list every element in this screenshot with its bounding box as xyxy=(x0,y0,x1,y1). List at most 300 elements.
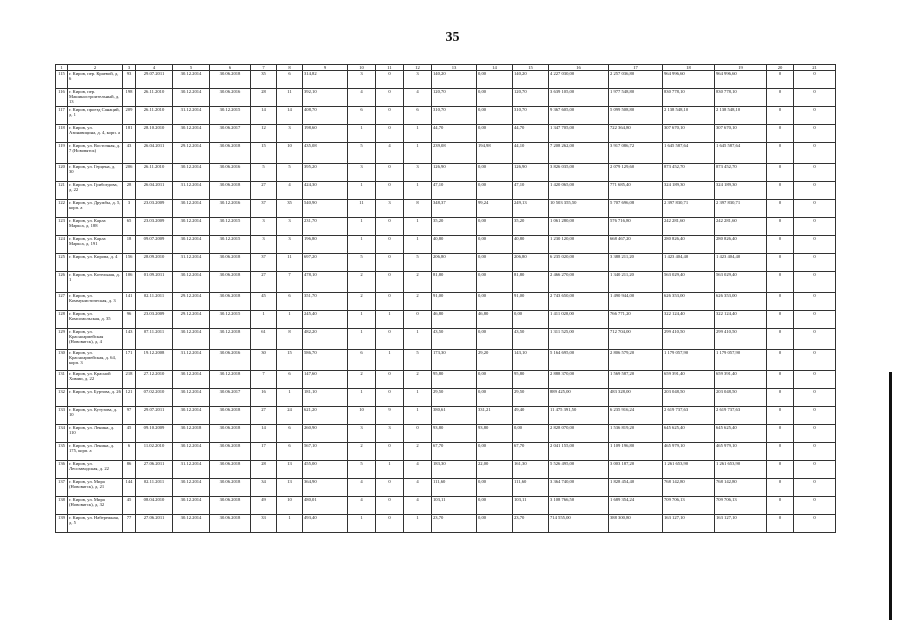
table-cell: 9 xyxy=(376,407,404,425)
table-cell: 1 977 548,80 xyxy=(609,89,663,107)
table-cell: 3 xyxy=(376,200,404,218)
table-cell: 1 261 653,90 xyxy=(663,461,715,479)
address-cell: г. Киров, ул. Красноармейская, д. 64, корп. 3 xyxy=(68,350,123,371)
table-cell: 1 xyxy=(376,461,404,479)
table-cell: 91,00 xyxy=(513,293,549,311)
table-cell: 709 706,13 xyxy=(715,497,767,515)
table-row xyxy=(56,461,836,479)
table-cell: 28 xyxy=(251,89,277,107)
table-cell: 697,20 xyxy=(303,254,348,272)
table-cell: 5 526 495,00 xyxy=(549,461,609,479)
column-number: 20 xyxy=(767,65,794,71)
address-cell: г. Киров, ул. Грибоедова, д. 22 xyxy=(68,182,123,200)
table-cell: 31.12.2014 xyxy=(173,107,210,125)
table-cell: 0 xyxy=(767,425,794,443)
table-cell: 2 xyxy=(404,443,432,461)
table-cell: 0 xyxy=(767,407,794,425)
table-cell: 3 xyxy=(404,164,432,182)
table-cell: 2 xyxy=(404,371,432,389)
table-cell: 138 xyxy=(56,497,68,515)
table-cell: 1 xyxy=(404,329,432,350)
table-cell: 6 xyxy=(348,350,376,371)
address-cell: г. Киров, ул. Буртова, д. 26 xyxy=(68,389,123,407)
table-cell: 280 826,40 xyxy=(715,236,767,254)
column-number: 11 xyxy=(376,65,404,71)
table-cell: 30.06.2018 xyxy=(210,443,251,461)
table-cell: 0 xyxy=(794,143,836,164)
table-row xyxy=(56,164,836,182)
table-cell: 307 670,10 xyxy=(663,125,715,143)
table-cell: 3 xyxy=(376,425,404,443)
table-cell: 30.12.2014 xyxy=(173,389,210,407)
table-cell: 135 xyxy=(56,443,68,461)
table-cell: 15 xyxy=(251,143,277,164)
table-cell: 28 xyxy=(251,461,277,479)
table-cell: 0 xyxy=(767,329,794,350)
address-cell: г. Киров, ул. Азинавицина, д. 4, корп. а xyxy=(68,125,123,143)
table-cell: 61 xyxy=(251,329,277,350)
table-cell: 299 410,50 xyxy=(663,329,715,350)
table-cell: 26.11.2010 xyxy=(136,89,173,107)
table-cell: 30.12.2014 xyxy=(173,71,210,89)
table-cell: 26.04.2011 xyxy=(136,182,173,200)
table-row xyxy=(56,443,836,461)
table-cell: 586,70 xyxy=(303,350,348,371)
table-cell: 139 xyxy=(56,515,68,533)
table-cell: 563 029,40 xyxy=(715,272,767,293)
table-cell: 117 xyxy=(56,107,68,125)
table-cell: 4 xyxy=(348,89,376,107)
column-number: 7 xyxy=(251,65,277,71)
table-cell: 30.06.2018 xyxy=(210,479,251,497)
table-row xyxy=(56,272,836,293)
table-cell: 348,37 xyxy=(432,200,477,218)
table-row xyxy=(56,479,836,497)
page-edge-bar xyxy=(889,372,892,620)
table-cell: 480,01 xyxy=(303,497,348,515)
table-cell: 30.12.2016 xyxy=(210,200,251,218)
table-cell: 0 xyxy=(767,443,794,461)
table-cell: 11 xyxy=(348,200,376,218)
table-cell: 2 619 737,63 xyxy=(663,407,715,425)
table-cell: 0 xyxy=(794,497,836,515)
table-cell: 44,10 xyxy=(513,143,549,164)
table-cell: 123 xyxy=(56,218,68,236)
address-cell: г. Киров, проезд Санаций, д. 1 xyxy=(68,107,123,125)
table-cell: 2 xyxy=(348,371,376,389)
table-cell: 1 179 057,90 xyxy=(715,350,767,371)
table-cell: 43,50 xyxy=(513,329,549,350)
table-cell: 1 xyxy=(348,329,376,350)
table-cell: 30.12.2015 xyxy=(210,236,251,254)
table-cell: 645 625,40 xyxy=(663,425,715,443)
table-cell: 0,00 xyxy=(477,389,513,407)
table-cell: 126 xyxy=(56,272,68,293)
table-cell: 0,00 xyxy=(477,371,513,389)
table-cell: 196,80 xyxy=(303,236,348,254)
table-cell: 1 423 404,40 xyxy=(715,254,767,272)
table-cell: 351,70 xyxy=(303,293,348,311)
table-cell: 09.07.2009 xyxy=(136,236,173,254)
table-cell: 0 xyxy=(767,293,794,311)
table-cell: 1 109 196,80 xyxy=(609,443,663,461)
column-number: 16 xyxy=(549,65,609,71)
table-cell: 1 xyxy=(348,182,376,200)
table-cell: 127 xyxy=(56,293,68,311)
table-cell: 35 xyxy=(251,71,277,89)
table-cell: 27 xyxy=(251,272,277,293)
table-row xyxy=(56,350,836,371)
table-cell: 709 706,13 xyxy=(663,497,715,515)
table-cell: 129 xyxy=(56,329,68,350)
table-cell: 26.11.2010 xyxy=(136,107,173,125)
table-cell: 30.12.2015 xyxy=(210,218,251,236)
table-cell: 30.12.2014 xyxy=(173,164,210,182)
table-row xyxy=(56,236,836,254)
table-cell: 126,90 xyxy=(432,164,477,182)
table-cell: 30.06.2018 xyxy=(210,497,251,515)
table-cell: 10 xyxy=(277,497,303,515)
table-cell: 7 xyxy=(251,371,277,389)
table-cell: 5 164 695,00 xyxy=(549,350,609,371)
table-cell: 1 xyxy=(348,236,376,254)
table-cell: 144 xyxy=(123,479,136,497)
table-cell: 119 xyxy=(56,143,68,164)
table-cell: 0 xyxy=(767,89,794,107)
table-row xyxy=(56,143,836,164)
table-cell: 6 xyxy=(277,443,303,461)
table-cell: 0 xyxy=(376,389,404,407)
column-number: 13 xyxy=(432,65,477,71)
table-cell: 299 410,50 xyxy=(715,329,767,350)
table-cell: 30.06.2018 xyxy=(210,71,251,89)
table-cell: 3 xyxy=(251,218,277,236)
table-cell: 1 645 587,64 xyxy=(715,143,767,164)
table-cell: 455,00 xyxy=(303,461,348,479)
table-row xyxy=(56,389,836,407)
table-cell: 0 xyxy=(794,479,836,497)
table-cell: 3 xyxy=(277,125,303,143)
table-cell: 30.06.2016 xyxy=(210,164,251,182)
table-cell: 132 xyxy=(56,389,68,407)
table-cell: 0 xyxy=(376,125,404,143)
table-cell: 22,00 xyxy=(477,461,513,479)
table-cell: 49 xyxy=(251,497,277,515)
table-cell: 314,82 xyxy=(303,71,348,89)
table-cell: 121 xyxy=(56,182,68,200)
table-cell: 5 707 696,08 xyxy=(609,200,663,218)
table-cell: 29.07.2011 xyxy=(136,407,173,425)
table-cell: 3 364 740,00 xyxy=(549,479,609,497)
table-cell: 873 452,70 xyxy=(715,164,767,182)
table-cell: 0,00 xyxy=(477,293,513,311)
table-cell: 2 743 650,00 xyxy=(549,293,609,311)
table-cell: 1 230 120,00 xyxy=(549,236,609,254)
table-cell: 4 xyxy=(404,497,432,515)
table-cell: 43 xyxy=(123,143,136,164)
table-cell: 16 xyxy=(251,389,277,407)
table-cell: 118 xyxy=(56,125,68,143)
table-cell: 09.10.2009 xyxy=(136,425,173,443)
table-cell: 45 xyxy=(123,425,136,443)
table-cell: 6 xyxy=(404,107,432,125)
address-cell: г. Киров, ул. Набережная, д. 5 xyxy=(68,515,123,533)
table-cell: 30.12.2014 xyxy=(173,236,210,254)
table-cell: 493,40 xyxy=(303,515,348,533)
table-cell: 13 xyxy=(277,461,303,479)
table-cell: 29.12.2014 xyxy=(173,143,210,164)
table-cell: 1 xyxy=(404,125,432,143)
table-cell: 125 xyxy=(56,254,68,272)
table-cell: 0 xyxy=(767,311,794,329)
table-cell: 4 227 030,00 xyxy=(549,71,609,89)
table-cell: 659 391,40 xyxy=(663,371,715,389)
table-cell: 14 xyxy=(251,425,277,443)
table-cell: 0 xyxy=(794,350,836,371)
table-cell: 120,70 xyxy=(432,89,477,107)
table-cell: 0 xyxy=(376,272,404,293)
table-cell: 106 xyxy=(123,272,136,293)
table-cell: 0 xyxy=(794,218,836,236)
table-cell: 198,60 xyxy=(303,125,348,143)
column-number: 3 xyxy=(123,65,136,71)
table-cell: 4 xyxy=(348,479,376,497)
table-cell: 194,98 xyxy=(477,143,513,164)
table-cell: 183,30 xyxy=(432,461,477,479)
table-cell: 30.12.2014 xyxy=(173,272,210,293)
table-cell: 771 685,40 xyxy=(609,182,663,200)
table-cell: 96 xyxy=(123,311,136,329)
table-cell: 5 xyxy=(348,143,376,164)
table-cell: 0 xyxy=(404,425,432,443)
table-cell: 40,80 xyxy=(432,236,477,254)
table-cell: 0 xyxy=(794,182,836,200)
column-number: 17 xyxy=(609,65,663,71)
table-cell: 0 xyxy=(794,425,836,443)
address-cell: г. Киров, ул. Красной Химии, д. 22 xyxy=(68,371,123,389)
table-cell: 0 xyxy=(794,164,836,182)
table-cell: 30.12.2014 xyxy=(173,371,210,389)
table-cell: 478,10 xyxy=(303,272,348,293)
column-number: 4 xyxy=(136,65,173,71)
table-cell: 31.12.2014 xyxy=(173,350,210,371)
table-cell: 5 xyxy=(251,164,277,182)
table-cell: 0 xyxy=(794,461,836,479)
table-cell: 99,24 xyxy=(477,200,513,218)
table-cell: 1 xyxy=(348,389,376,407)
table-cell: 6 235 916,24 xyxy=(609,407,663,425)
table-cell: 0 xyxy=(376,443,404,461)
table-cell: 0 xyxy=(376,218,404,236)
table-cell: 171 xyxy=(123,350,136,371)
table-cell: 126,90 xyxy=(513,164,549,182)
table-cell: 141 xyxy=(123,293,136,311)
table-cell: 8 xyxy=(404,200,432,218)
table-cell: 3 xyxy=(404,71,432,89)
table-cell: 0,00 xyxy=(477,71,513,89)
table-cell: 5 099 508,80 xyxy=(609,107,663,125)
table-cell: 3 xyxy=(123,200,136,218)
table-cell: 23.03.2009 xyxy=(136,311,173,329)
column-number: 10 xyxy=(348,65,376,71)
table-cell: 14 xyxy=(277,107,303,125)
table-cell: 260,90 xyxy=(303,425,348,443)
table-cell: 424,30 xyxy=(303,182,348,200)
table-cell: 1 xyxy=(348,218,376,236)
table-cell: 626 353,00 xyxy=(715,293,767,311)
table-row xyxy=(56,254,836,272)
table-cell: 4 xyxy=(404,461,432,479)
table-cell: 0,00 xyxy=(477,218,513,236)
table-cell: 91,00 xyxy=(432,293,477,311)
table-cell: 395,20 xyxy=(303,164,348,182)
table-cell: 1 061 280,00 xyxy=(549,218,609,236)
table-cell: 626 353,00 xyxy=(663,293,715,311)
table-cell: 47,10 xyxy=(432,182,477,200)
table-cell: 307 670,10 xyxy=(715,125,767,143)
property-table xyxy=(55,64,836,533)
table-cell: 5 xyxy=(404,254,432,272)
table-cell: 46,80 xyxy=(432,311,477,329)
table-cell: 2 806 579,20 xyxy=(609,350,663,371)
table-cell: 07.11.2011 xyxy=(136,329,173,350)
table-cell: 0,00 xyxy=(477,515,513,533)
table-cell: 0,00 xyxy=(477,497,513,515)
table-cell: 3 639 105,00 xyxy=(549,89,609,107)
table-cell: 2 138 548,10 xyxy=(715,107,767,125)
table-cell: 31.12.2014 xyxy=(173,461,210,479)
table-cell: 131 xyxy=(56,371,68,389)
table-cell: 17 xyxy=(251,443,277,461)
table-cell: 0 xyxy=(767,218,794,236)
table-cell: 181 xyxy=(123,125,136,143)
table-cell: 30.12.2018 xyxy=(173,425,210,443)
table-cell: 0 xyxy=(767,479,794,497)
table-cell: 120,70 xyxy=(513,89,549,107)
table-cell: 0 xyxy=(794,329,836,350)
table-cell: 140,20 xyxy=(513,71,549,89)
table-cell: 122 xyxy=(56,200,68,218)
table-cell: 659 391,40 xyxy=(715,371,767,389)
table-cell: 1 xyxy=(277,389,303,407)
table-cell: 1 828 454,40 xyxy=(609,479,663,497)
table-cell: 9 367 605,00 xyxy=(549,107,609,125)
table-cell: 29,20 xyxy=(477,350,513,371)
table-cell: 408,70 xyxy=(303,107,348,125)
table-cell: 02.11.2011 xyxy=(136,479,173,497)
address-cell: г. Киров, пер. Машиностроительный, д. 13 xyxy=(68,89,123,107)
table-cell: 111,60 xyxy=(513,479,549,497)
table-cell: 0,00 xyxy=(477,479,513,497)
table-cell: 2 079 129,60 xyxy=(609,164,663,182)
table-cell: 2 xyxy=(404,272,432,293)
table-cell: 0 xyxy=(794,293,836,311)
table-cell: 0 xyxy=(794,311,836,329)
table-cell: 567,10 xyxy=(303,443,348,461)
table-cell: 0 xyxy=(794,89,836,107)
table-cell: 364,90 xyxy=(303,479,348,497)
table-cell: 280 826,40 xyxy=(663,236,715,254)
table-cell: 27 xyxy=(251,182,277,200)
table-cell: 1 xyxy=(277,311,303,329)
table-cell: 02.11.2011 xyxy=(136,293,173,311)
table-cell: 2 041 155,00 xyxy=(549,443,609,461)
table-cell: 0 xyxy=(767,254,794,272)
table-cell: 203 048,50 xyxy=(715,389,767,407)
table-cell: 0,00 xyxy=(477,164,513,182)
table-cell: 3 003 187,20 xyxy=(609,461,663,479)
table-cell: 30.12.2015 xyxy=(210,107,251,125)
table-cell: 0 xyxy=(376,89,404,107)
address-cell: г. Киров, ул. Карла Маркса, д. 191 xyxy=(68,236,123,254)
table-cell: 30.12.2018 xyxy=(210,329,251,350)
table-cell: 380,61 xyxy=(432,407,477,425)
table-cell: 0 xyxy=(767,182,794,200)
table-cell: 0 xyxy=(794,443,836,461)
table-row xyxy=(56,200,836,218)
table-cell: 181,10 xyxy=(303,389,348,407)
table-cell: 0,00 xyxy=(477,125,513,143)
table-cell: 1 xyxy=(404,515,432,533)
table-cell: 1 423 404,40 xyxy=(663,254,715,272)
table-cell: 11 xyxy=(277,89,303,107)
table-cell: 29,50 xyxy=(513,389,549,407)
table-cell: 11 475 391,50 xyxy=(549,407,609,425)
column-number: 2 xyxy=(68,65,123,71)
table-cell: 0 xyxy=(794,272,836,293)
table-cell: 93 xyxy=(123,71,136,89)
table-cell: 67,70 xyxy=(432,443,477,461)
table-cell: 6 xyxy=(277,425,303,443)
table-cell: 0 xyxy=(794,515,836,533)
table-cell: 26.04.2011 xyxy=(136,143,173,164)
table-cell: 124 xyxy=(56,236,68,254)
table-cell: 482,20 xyxy=(303,329,348,350)
address-cell: г. Киров, ул. Дружбы, д. 5, корп. а xyxy=(68,200,123,218)
table-cell: 30.06.2018 xyxy=(210,461,251,479)
table-cell: 0 xyxy=(767,371,794,389)
table-cell: 1 xyxy=(348,125,376,143)
table-cell: 324 189,30 xyxy=(715,182,767,200)
table-cell: 43,50 xyxy=(432,329,477,350)
table-cell: 3 917 086,72 xyxy=(609,143,663,164)
table-cell: 34 xyxy=(251,479,277,497)
address-cell: г. Киров, ул. Мира (Нововятск), д. 21 xyxy=(68,479,123,497)
table-cell: 10 503 355,50 xyxy=(549,200,609,218)
table-cell: 46,80 xyxy=(477,311,513,329)
address-cell: г. Киров, ул. Ленина, д. 175, корп. а xyxy=(68,443,123,461)
table-cell: 28.09.2010 xyxy=(136,254,173,272)
table-cell: 81,80 xyxy=(513,272,549,293)
address-cell: г. Киров, ул. Котельная, д. 1 xyxy=(68,272,123,293)
table-cell: 206,80 xyxy=(432,254,477,272)
table-cell: 163 127,10 xyxy=(715,515,767,533)
table-cell: 964 996,60 xyxy=(715,71,767,89)
table-cell: 30.06.2017 xyxy=(210,389,251,407)
table-cell: 0,00 xyxy=(477,272,513,293)
table-cell: 27.06.2011 xyxy=(136,515,173,533)
table-cell: 95,80 xyxy=(513,371,549,389)
table-cell: 115 xyxy=(56,71,68,89)
address-cell: г. Киров, ул. Кирова, д. 4 xyxy=(68,254,123,272)
table-cell: 0 xyxy=(794,200,836,218)
table-cell: 111,60 xyxy=(432,479,477,497)
table-cell: 0 xyxy=(767,71,794,89)
table-cell: 173,30 xyxy=(432,350,477,371)
address-cell: г. Киров, ул. Мира (Нововятск), д. 32 xyxy=(68,497,123,515)
table-row xyxy=(56,218,836,236)
table-cell: 2 xyxy=(404,293,432,311)
